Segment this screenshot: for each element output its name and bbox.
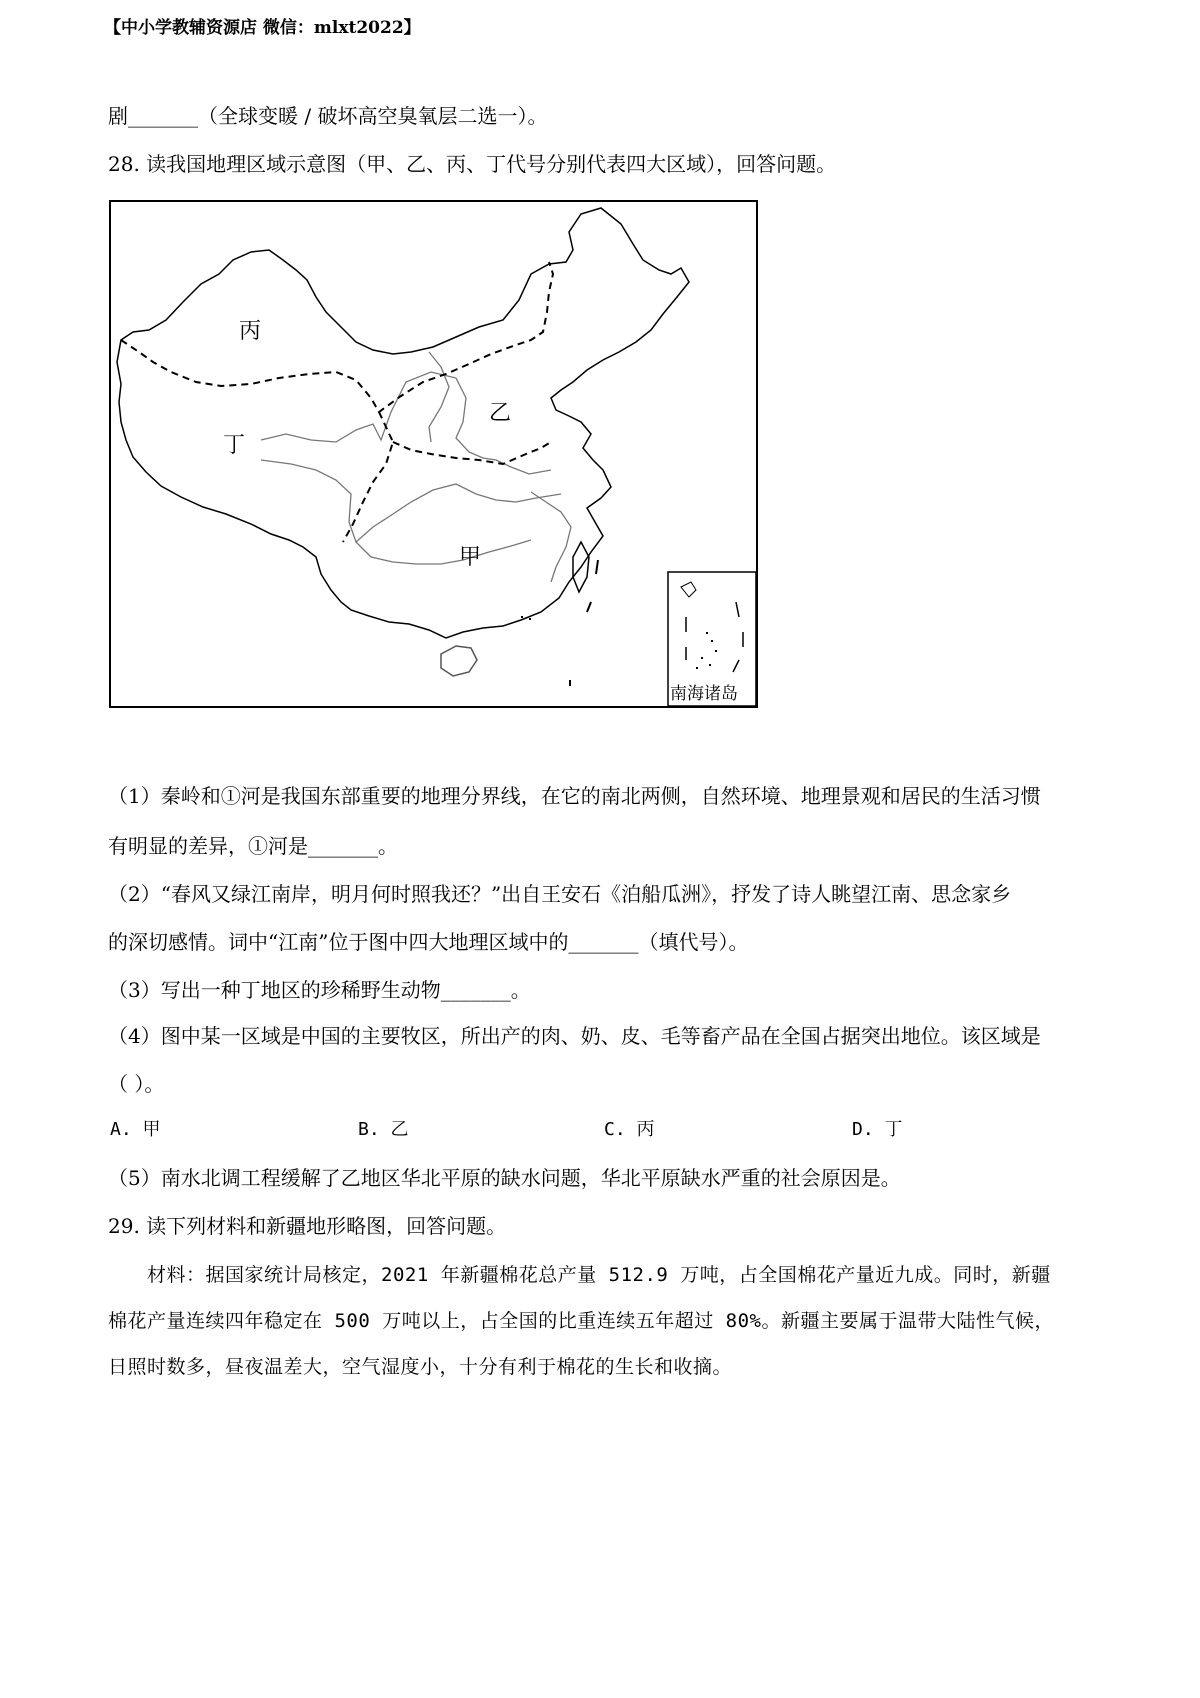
q28-5: （5）南水北调工程缓解了乙地区华北平原的缺水问题，华北平原缺水严重的社会原因是。 xyxy=(108,1166,901,1190)
material-line-1: 材料：据国家统计局核定，2021 年新疆棉花总产量 512.9 万吨，占全国棉花产量近九成。同时，新疆 xyxy=(108,1264,1051,1286)
q28-2-line2: 的深切感情。词中“江南”位于图中四大地理区域中的_______（填代号）。 xyxy=(108,930,749,954)
region-label-bing: 丙 xyxy=(239,319,262,344)
island-dot-2 xyxy=(529,618,531,620)
coast-east xyxy=(531,492,571,582)
q28-4-line1: （4）图中某一区域是中国的主要牧区，所出产的肉、奶、皮、毛等畜产品在全国占据突出地位。该区域是 xyxy=(108,1024,1041,1048)
option-a: A. 甲 xyxy=(110,1119,161,1140)
island-dot-3 xyxy=(569,680,571,686)
option-d: D. 丁 xyxy=(852,1119,903,1140)
option-b: B. 乙 xyxy=(358,1119,409,1140)
nine-dash-2 xyxy=(587,602,591,612)
region-label-yi: 乙 xyxy=(489,401,512,426)
q28-1-line2: 有明显的差异，①河是_______。 xyxy=(108,834,398,858)
boundary-qinghai-tibet xyxy=(343,412,393,542)
island-dot-1 xyxy=(521,616,523,618)
question-29-title: 29. 读下列材料和新疆地形略图，回答问题。 xyxy=(108,1214,507,1238)
boundary-northwest xyxy=(121,262,553,412)
south-sea-inset xyxy=(668,572,756,706)
q28-3: （3）写出一种丁地区的珍稀野生动物_______。 xyxy=(108,978,531,1002)
river-branch-1 xyxy=(356,540,531,564)
china-region-map xyxy=(109,200,758,708)
river-branch-2 xyxy=(429,352,449,442)
header-watermark: 【中小学教辅资源店 微信：mlxt2022】 xyxy=(104,18,421,38)
question-27-tail: 剧_______（全球变暖 / 破坏高空臭氧层二选一）。 xyxy=(108,104,548,128)
q28-2-line1: （2）“春风又绿江南岸，明月何时照我还？”出自王安石《泊船瓜洲》，抒发了诗人眺望江南、思念家乡 xyxy=(108,882,1012,906)
q28-1-line1: （1）秦岭和①河是我国东部重要的地理分界线，在它的南北两侧，自然环境、地理景观和居民的生活习惯 xyxy=(108,784,1041,808)
material-paragraph xyxy=(108,1252,1098,1390)
yangtze-river xyxy=(261,460,561,542)
nine-dash-1 xyxy=(596,560,598,574)
material-line-3: 日照时数多，昼夜温差大，空气湿度小，十分有利于棉花的生长和收摘。 xyxy=(108,1356,733,1378)
region-label-jia: 甲 xyxy=(459,545,482,570)
material-line-2: 棉花产量连续四年稳定在 500 万吨以上，占全国的比重连续五年超过 80%。新疆主要属于温带大陆性气候， xyxy=(108,1310,1054,1332)
option-c: C. 丙 xyxy=(604,1119,655,1140)
inset-label: 南海诸岛 xyxy=(670,684,738,704)
china-outline xyxy=(117,208,689,638)
hainan-island xyxy=(441,646,477,676)
region-label-ding: 丁 xyxy=(223,433,246,458)
q28-4-line2: （ ）。 xyxy=(108,1072,165,1096)
question-28-title: 28. 读我国地理区域示意图（甲、乙、丙、丁代号分别代表四大区域），回答问题。 xyxy=(108,152,837,176)
